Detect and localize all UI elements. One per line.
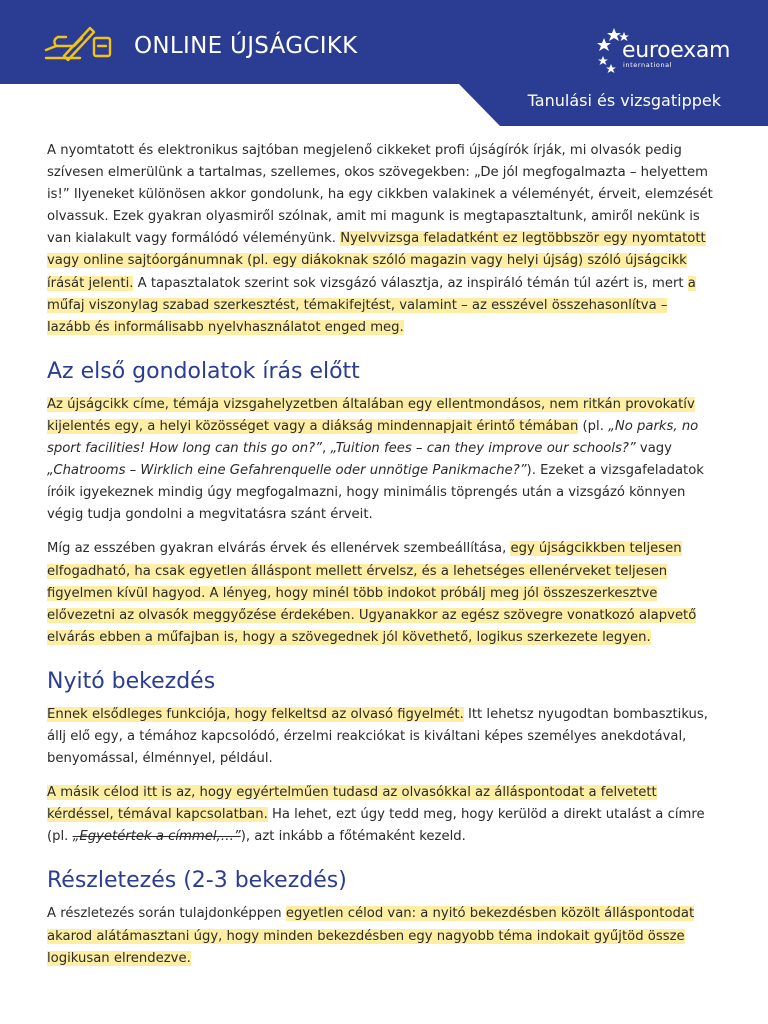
intro-sentence-1: A nyomtatott és elektronikus sajtóban megjelenő cikkeket profi újságírók írják, mi olvasók pedig szívesen elmerülünk a tartalmas, szellemes, okos szövegekben: „De jól megfogalmazta – helyettem is!” Ilyeneket különösen akkor gondolunk, ha egy cikkben valakinek a véleményét, érveit, elemzését olvassuk. Ezek gyakran olyasmiről szólnak, amit mi magunk is megtapasztaltunk, amiről nekünk is van kialakult vagy formálódó véleményünk. (47, 143, 713, 247)
text-span: Míg az esszében gyakran elvárás érvek és ellenérvek szembeállítása, (47, 541, 511, 557)
example-title-1: „No parks, no sport facilities! How long can this go on?” (47, 418, 699, 457)
opening-paragraph-1 (47, 704, 715, 770)
text-span: A részletezés során tulajdonképpen (47, 906, 286, 922)
article-body (47, 140, 715, 982)
text-span: ). Ezeket a vizsgafeladatok íróik igyekeznek mindig úgy megfogalmazni, hogy minimális töprengés után a vizsgázó könnyen végig tudja gondolni a megvitatásra szánt érveit. (47, 463, 704, 523)
first-thoughts-paragraph-2 (47, 538, 715, 648)
text-span: ), azt inkább a főtémaként kezeld. (240, 829, 466, 845)
intro-highlight-2: a műfaj viszonylag szabad szerkesztést, témakifejtést, valamint – az esszével összehasonlítva – lazább és informálisabb nyelvhasználatot enged meg. (47, 275, 696, 335)
text-span: (pl. (578, 418, 609, 434)
opening-paragraph-2 (47, 782, 715, 848)
euroexam-logo-subtext: international (623, 61, 673, 69)
first-thoughts-highlight-1: Az újságcikk címe, témája vizsgahelyzetben általában egy ellentmondásos, nem ritkán provokatív kijelentés egy, a helyi közösséget vagy a diákság mindennapjait érintő témában (47, 396, 695, 434)
tips-tab-label: Tanulási és vizsgatippek (527, 91, 721, 110)
text-span: Itt lehetsz nyugodtan bombasztikus, állj elő egy, a témához kapcsolódó, érzelmi reakciókat is kiváltani képes személyes anekdotával, benyomással, élménnyel, például. (47, 706, 708, 767)
first-thoughts-highlight-2: egy újságcikkben teljesen elfogadható, ha csak egyetlen álláspont mellett érvelsz, és a lehetséges ellenérveket teljesen figyelmen kívül hagyod. A lényeg, hogy minél több indokot próbálj meg jól összeszerkesztve elővezetni az olvasók meggyőzése érdekében. Ugyanakkor az egész szövegre vonatkozó alapvető elvárás ebben a műfajban is, hogy a szövegednek jól követhető, logikus szerkezete legyen. (47, 541, 697, 645)
header-banner (0, 0, 768, 84)
opening-highlight-2: A másik célod itt is az, hogy egyértelműen tudasd az olvasókkal az álláspontodat a felvetett kérdéssel, témával kapcsolatban. (47, 785, 657, 823)
details-highlight-1: egyetlen célod van: a nyitó bekezdésben közölt álláspontodat akarod alátámasztani úgy, hogy minden bekezdésben egy nagyobb téma indokait gyűjtöd össze logikusan elrendezve. (47, 906, 695, 966)
intro-highlight-1: Nyelvvizsga feladatként ez legtöbbször egy nyomtatott vagy online sajtóorgánumnak (pl. egy diákoknak szóló magazin vagy helyi újság) szóló újságcikk írását jelenti. (47, 231, 706, 291)
struck-example: „Egyetértek a címmel,…” (72, 829, 241, 845)
opening-highlight-1: Ennek elsődleges funkciója, hogy felkeltsd az olvasó figyelmét. (47, 706, 464, 722)
euroexam-logo-text: euroexam (622, 38, 731, 63)
page-title: ONLINE ÚJSÁGCIKK (134, 33, 358, 59)
text-span: vagy (635, 441, 672, 457)
intro-sentence-3: A tapasztalatok szerint sok vizsgázó választja, az inspiráló témán túl azért is, mert (137, 275, 684, 291)
example-title-2: „Tuition fees – can they improve our schools?” (330, 441, 636, 457)
details-paragraph-1 (47, 903, 715, 969)
writing-hand-icon (44, 20, 114, 62)
section-heading-opening: Nyitó bekezdés (47, 668, 216, 694)
text-span: Ha lehet, ezt úgy tedd meg, hogy kerülöd a direkt utalást a címre (pl. (47, 807, 705, 845)
intro-paragraph (47, 140, 715, 339)
section-heading-first-thoughts: Az első gondolatok írás előtt (47, 358, 360, 384)
section-heading-details: Részletezés (2-3 bekezdés) (47, 868, 347, 894)
first-thoughts-paragraph-1 (47, 394, 715, 527)
text-span: , (322, 441, 331, 457)
example-title-3: „Chatrooms – Wirklich eine Gefahrenquelle oder unnötige Panikmache?” (47, 463, 527, 479)
